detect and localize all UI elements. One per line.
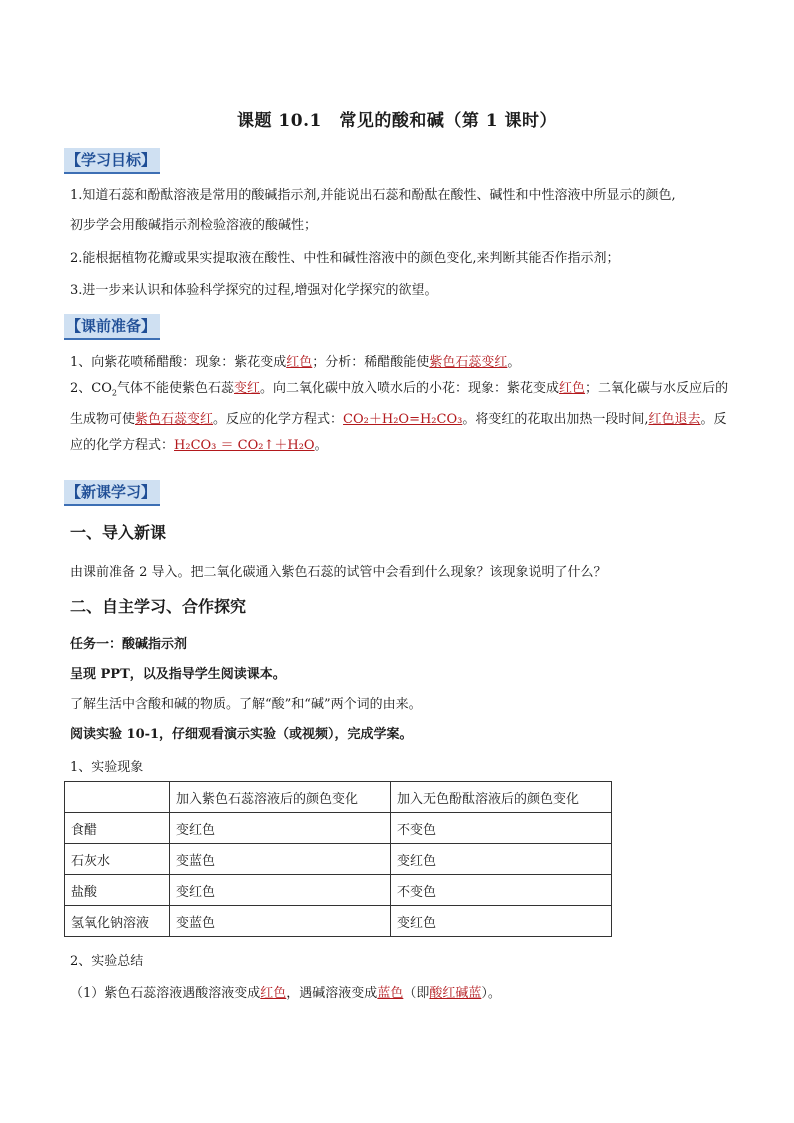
table-cell: 不变色 (391, 875, 612, 906)
equation-2: H₂CO₃ ＝ CO₂↑＋H₂O (174, 437, 315, 453)
table-cell: 变蓝色 (170, 844, 391, 875)
text: 。 (314, 437, 328, 453)
answer: 红色 (559, 381, 586, 396)
table-cell: 食醋 (65, 813, 170, 844)
table-header: 加入紫色石蕊溶液后的颜色变化 (170, 782, 391, 813)
table-header (65, 782, 170, 813)
text: 。 (507, 355, 521, 370)
table-row (65, 813, 612, 844)
text: ，遇碱溶液变成 (286, 986, 378, 1001)
prep-line-1 (70, 351, 734, 370)
ppt-instruction: 呈现 PPT，以及指导学生阅读课本。 (70, 667, 286, 682)
table-cell: 石灰水 (65, 844, 170, 875)
table-cell: 氢氧化钠溶液 (65, 906, 170, 937)
text: 。反应的化学方程式： (213, 411, 344, 427)
table-header-row (65, 782, 612, 813)
table-cell: 变红色 (170, 875, 391, 906)
reading-instruction: 阅读实验 10-1，仔细观看演示实验（或视频），完成学案。 (70, 727, 413, 742)
goal-1a: 1.知道石蕊和酚酞溶液是常用的酸碱指示剂,并能说出石蕊和酚酞在酸性、碱性和中性溶液中所显示的颜色, (70, 188, 676, 203)
text: （1）紫色石蕊溶液遇酸溶液变成 (70, 986, 261, 1001)
text: ）。 (481, 986, 501, 1001)
text: ；分析：稀醋酸能使 (312, 355, 430, 370)
table-cell: 变红色 (170, 813, 391, 844)
section-heading-goals: 【学习目标】 (64, 148, 160, 174)
prep-paragraph-2: 2、$CO_2$气体不能使紫色石蕊变红。向二氧化碳中放入喷水后的小花：现象：紫花变成红色；二氧化碳与水反应后的生成物可使紫色石蕊变红。反应的化学方程式：CO₂＋H₂O=H₂CO₃。将变红的花取出加热一段时间,红色退去。反应的化学方程式：H₂CO₃ ＝ CO₂↑＋H₂O。 (70, 381, 729, 453)
table-header: 加入无色酚酞溶液后的颜色变化 (391, 782, 612, 813)
text: 。将变红的花取出加热一段时间, (462, 411, 649, 427)
goal-1b: 初步学会用酸碱指示剂检验溶液的酸碱性； (70, 218, 318, 233)
goal-2: 2.能根据植物花瓣或果实提取液在酸性、中性和碱性溶液中的颜色变化,来判断其能否作指示剂； (70, 251, 620, 266)
page-title: 课题 10.1 常见的酸和碱（第 1 课时） (237, 111, 557, 131)
table-cell: 不变色 (391, 813, 612, 844)
answer: 红色 (286, 355, 313, 370)
text: 。反应的化学方程式： (70, 411, 727, 453)
answer: 红色 (260, 986, 287, 1001)
table-cell: 变蓝色 (170, 906, 391, 937)
answer: 酸红碱蓝 (429, 986, 482, 1001)
text: 2、CO (70, 381, 112, 396)
equation-1: CO₂＋H₂O=H₂CO₃ (343, 411, 463, 427)
section-heading-new: 【新课学习】 (64, 480, 160, 506)
heading-self-study: 二、自主学习、合作探究 (70, 597, 247, 616)
task-1-title: 任务一：酸碱指示剂 (70, 637, 188, 652)
answer: 紫色石蕊变红 (135, 411, 214, 427)
text: （即 (403, 986, 430, 1001)
summary-line-1 (70, 982, 734, 1001)
intro-text: 由课前准备 2 导入。把二氧化碳通入紫色石蕊的试管中会看到什么现象？该现象说明了什么？ (70, 565, 607, 580)
table-cell: 盐酸 (65, 875, 170, 906)
answer: 红色退去 (648, 411, 701, 427)
text: ；二氧化碳与水 (585, 381, 677, 396)
section-heading-prep: 【课前准备】 (64, 314, 160, 340)
answer: 蓝色 (377, 986, 404, 1001)
answer: 紫色石蕊变红 (429, 355, 508, 370)
answer: 变红 (234, 381, 261, 396)
text: 气体不能使紫色石蕊 (116, 381, 234, 396)
knowledge-text: 了解生活中含酸和碱的物质。了解“酸”和“碱”两个词的由来。 (70, 697, 422, 712)
text: 反应后的生成物可使 (70, 381, 729, 427)
table-row (65, 844, 612, 875)
experiment-table (64, 781, 612, 937)
experiment-title: 1、实验现象 (70, 760, 144, 775)
table-row (65, 875, 612, 906)
table-cell: 变红色 (391, 844, 612, 875)
table-cell: 变红色 (391, 906, 612, 937)
table-row (65, 906, 612, 937)
summary-title: 2、实验总结 (70, 954, 144, 969)
heading-intro: 一、导入新课 (70, 523, 167, 542)
goal-3: 3.进一步来认识和体验科学探究的过程,增强对化学探究的欲望。 (70, 283, 438, 298)
text: 。向二氧化碳中放入喷水后的小花：现象：紫花变成 (260, 381, 560, 396)
text: 1、向紫花喷稀醋酸：现象：紫花变成 (70, 355, 287, 370)
